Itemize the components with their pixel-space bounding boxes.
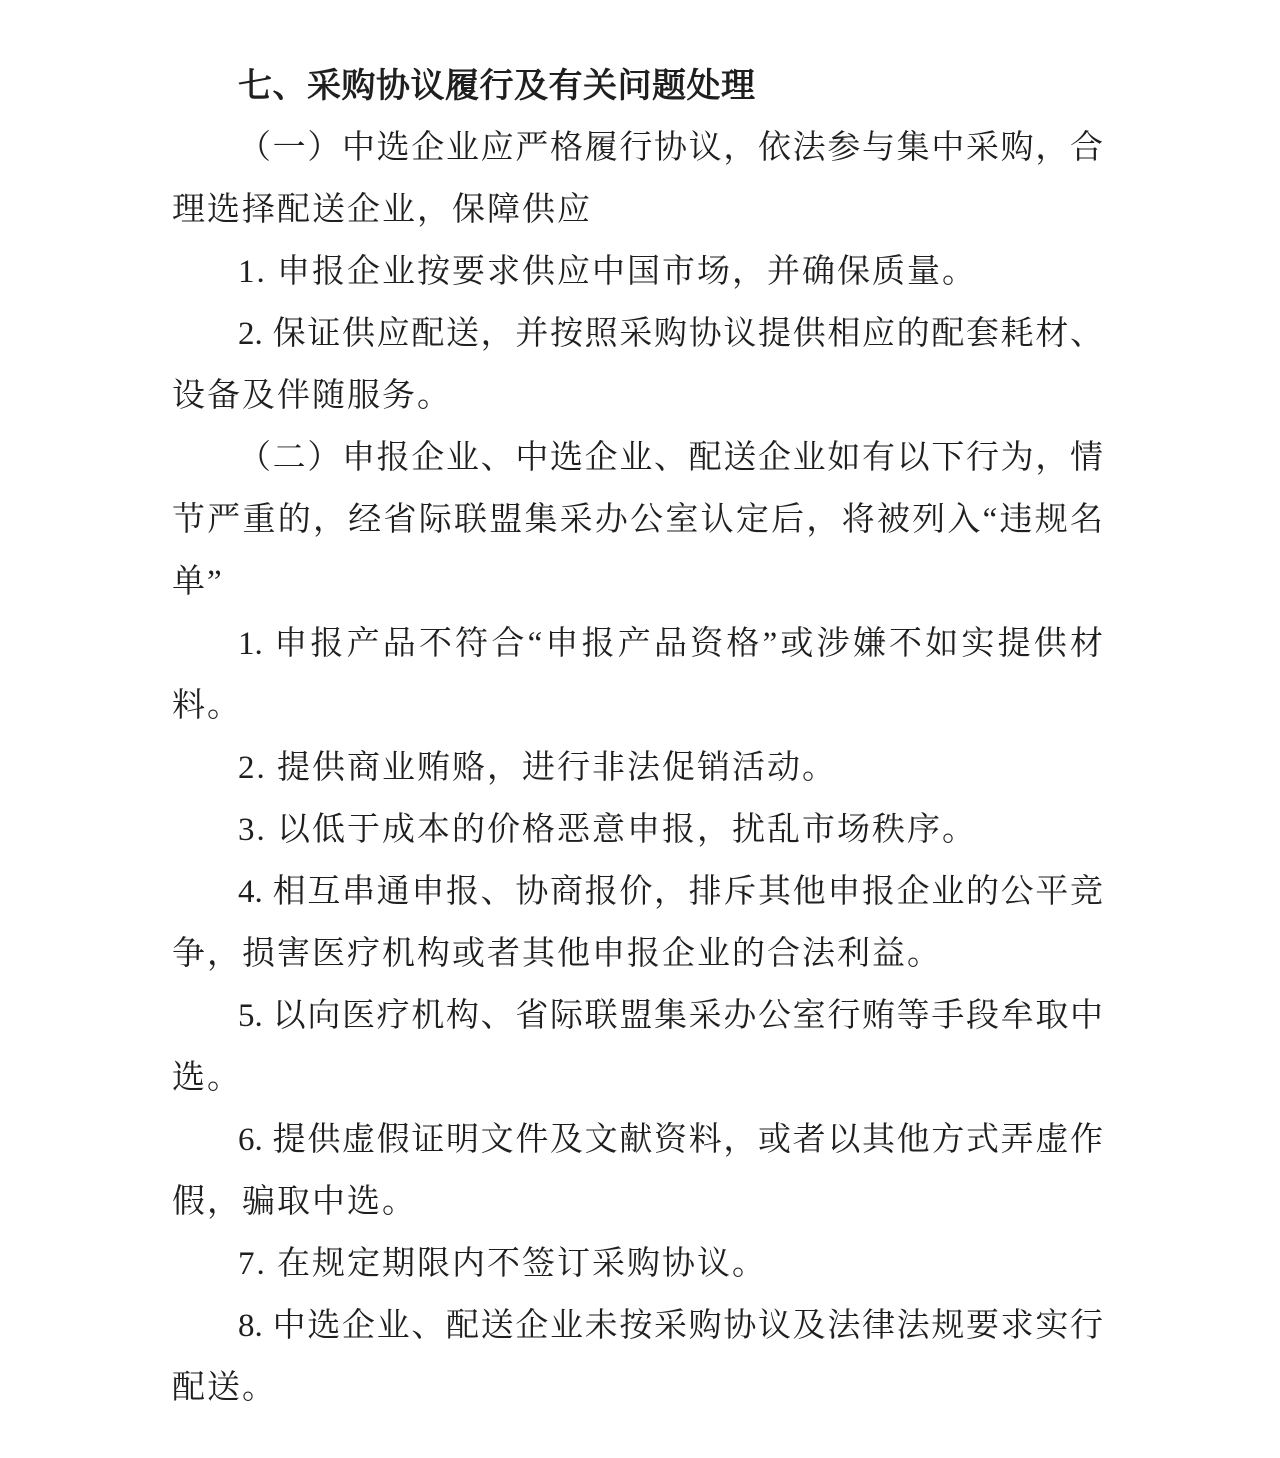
numbered-item-line: 6. 提供虚假证明文件及文献资料，或者以其他方式弄虚作: [238, 1122, 1103, 1158]
text-line: 单”: [172, 564, 224, 600]
text-line: 选。: [172, 1060, 242, 1096]
text-line: 理选择配送企业，保障供应: [172, 192, 592, 228]
numbered-item-line: 8. 中选企业、配送企业未按采购协议及法律法规要求实行: [238, 1308, 1103, 1344]
document-body: [172, 55, 1103, 1419]
numbered-item-line: 2. 保证供应配送，并按照采购协议提供相应的配套耗材、: [238, 316, 1103, 352]
text-line: （二）申报企业、中选企业、配送企业如有以下行为，情: [238, 440, 1103, 476]
numbered-item-line: 1. 申报企业按要求供应中国市场，并确保质量。: [238, 254, 977, 290]
numbered-item-line: 4. 相互串通申报、协商报价，排斥其他申报企业的公平竞: [238, 874, 1103, 910]
numbered-item-line: 1. 申报产品不符合“申报产品资格”或涉嫌不如实提供材: [238, 626, 1103, 662]
numbered-item-line: 3. 以低于成本的价格恶意申报，扰乱市场秩序。: [238, 812, 977, 848]
numbered-item-line: 2. 提供商业贿赂，进行非法促销活动。: [238, 750, 837, 786]
text-line: （一）中选企业应严格履行协议，依法参与集中采购，合: [238, 130, 1103, 166]
text-line: 假，骗取中选。: [172, 1184, 417, 1220]
text-line: 争，损害医疗机构或者其他申报企业的合法利益。: [172, 936, 942, 972]
numbered-item-line: 5. 以向医疗机构、省际联盟集采办公室行贿等手段牟取中: [238, 998, 1103, 1034]
text-line: 设备及伴随服务。: [172, 378, 452, 414]
text-line: 配送。: [172, 1370, 277, 1406]
text-line: 节严重的，经省际联盟集采办公室认定后，将被列入“违规名: [172, 502, 1103, 538]
numbered-item-line: 7. 在规定期限内不签订采购协议。: [238, 1246, 767, 1282]
section-heading: 七、采购协议履行及有关问题处理: [238, 67, 756, 105]
text-line: 料。: [172, 688, 242, 724]
